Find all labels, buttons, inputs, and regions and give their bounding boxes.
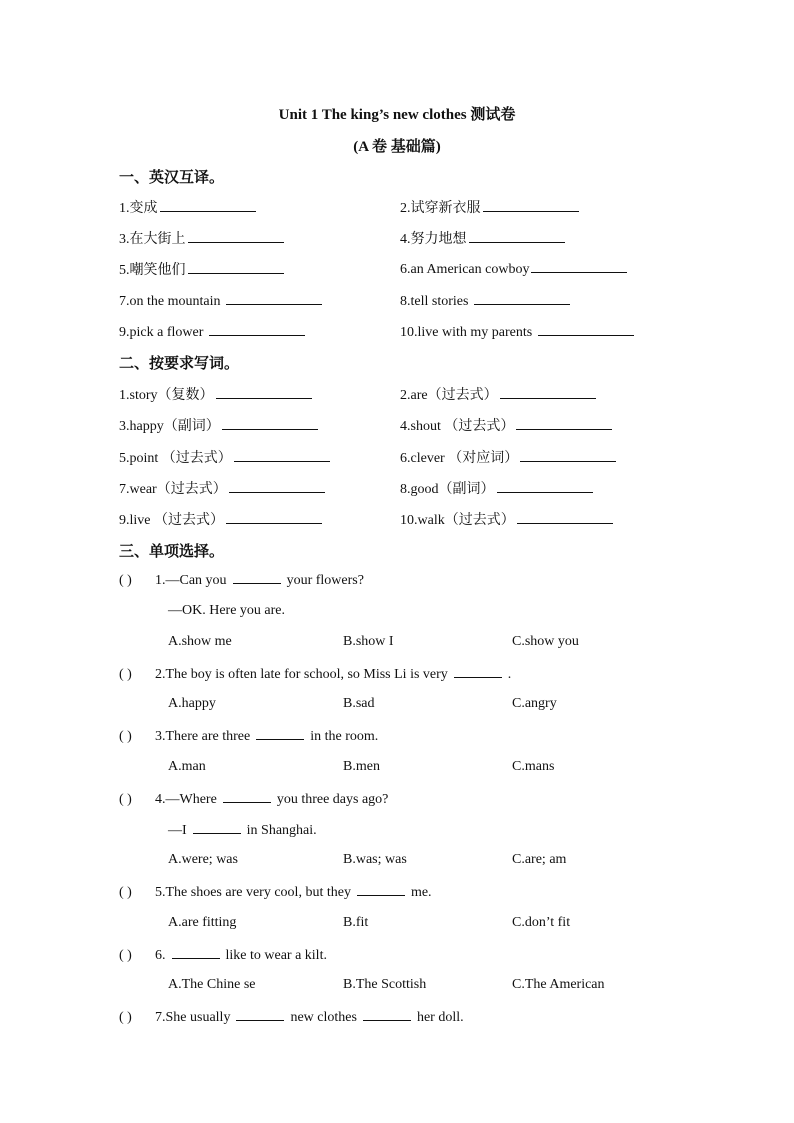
- option-b[interactable]: B.men: [343, 759, 380, 774]
- answer-blank[interactable]: [236, 1008, 284, 1021]
- question-7: ( ) 7.She usually new clothes her doll.: [119, 1010, 464, 1025]
- translate-item: 1.变成: [119, 197, 256, 217]
- translate-item: 6.an American cowboy: [400, 259, 627, 278]
- section-heading-multiple-choice: 三、单项选择。: [119, 542, 225, 560]
- answer-paren[interactable]: ( ): [119, 885, 132, 900]
- answer-blank[interactable]: [531, 259, 627, 273]
- answer-blank[interactable]: [357, 883, 405, 896]
- answer-blank[interactable]: [188, 260, 284, 274]
- answer-blank[interactable]: [222, 416, 318, 430]
- answer-paren[interactable]: ( ): [119, 792, 132, 807]
- option-b[interactable]: B.fit: [343, 915, 369, 930]
- option-a[interactable]: A.The Chine se: [168, 977, 256, 992]
- answer-blank[interactable]: [226, 510, 322, 524]
- question-1-reply: —OK. Here you are.: [168, 603, 286, 618]
- question-4-reply: —I in Shanghai.: [168, 823, 317, 838]
- answer-blank[interactable]: [193, 821, 241, 834]
- option-c[interactable]: C.The American: [512, 977, 605, 992]
- page-subtitle: (A 卷 基础篇): [353, 139, 441, 155]
- answer-blank[interactable]: [474, 291, 570, 305]
- question-4: ( ) 4.—Where you three days ago?: [119, 792, 389, 807]
- word-form-item: 5.point （过去式）: [119, 447, 330, 467]
- answer-blank[interactable]: [500, 385, 596, 399]
- section-heading-translate: 一、英汉互译。: [119, 168, 225, 186]
- answer-blank[interactable]: [172, 946, 220, 959]
- translate-item: 4.努力地想: [400, 228, 565, 248]
- option-b[interactable]: B.was; was: [343, 852, 407, 867]
- answer-blank[interactable]: [517, 510, 613, 524]
- answer-paren[interactable]: ( ): [119, 667, 132, 682]
- answer-blank[interactable]: [483, 198, 579, 212]
- answer-blank[interactable]: [223, 790, 271, 803]
- option-a[interactable]: A.are fitting: [168, 915, 237, 930]
- question-1: ( ) 1.—Can you your flowers?: [119, 573, 364, 588]
- translate-item: 3.在大街上: [119, 228, 284, 248]
- word-form-item: 9.live （过去式）: [119, 509, 322, 529]
- answer-blank[interactable]: [209, 322, 305, 336]
- word-form-item: 6.clever （对应词）: [400, 447, 616, 467]
- option-c[interactable]: C.show you: [512, 634, 579, 649]
- answer-blank[interactable]: [469, 229, 565, 243]
- answer-paren[interactable]: ( ): [119, 729, 132, 744]
- answer-blank[interactable]: [538, 322, 634, 336]
- word-form-item: 7.wear（过去式）: [119, 478, 325, 498]
- translate-item: 10.live with my parents: [400, 322, 634, 341]
- answer-blank[interactable]: [216, 385, 312, 399]
- translate-item: 5.嘲笑他们: [119, 259, 284, 279]
- option-c[interactable]: C.angry: [512, 696, 557, 711]
- option-b[interactable]: B.The Scottish: [343, 977, 427, 992]
- option-a[interactable]: A.happy: [168, 696, 216, 711]
- translate-item: 8.tell stories: [400, 291, 570, 310]
- word-form-item: 4.shout （过去式）: [400, 415, 612, 435]
- answer-paren[interactable]: ( ): [119, 573, 132, 588]
- option-a[interactable]: A.show me: [168, 634, 232, 649]
- answer-blank[interactable]: [497, 479, 593, 493]
- word-form-item: 2.are（过去式）: [400, 384, 596, 404]
- answer-paren[interactable]: ( ): [119, 948, 132, 963]
- word-form-item: 3.happy（副词）: [119, 415, 318, 435]
- option-b[interactable]: B.show I: [343, 634, 394, 649]
- answer-blank[interactable]: [363, 1008, 411, 1021]
- answer-blank[interactable]: [234, 448, 330, 462]
- word-form-item: 1.story（复数）: [119, 384, 312, 404]
- answer-blank[interactable]: [520, 448, 616, 462]
- answer-blank[interactable]: [226, 291, 322, 305]
- question-6: ( ) 6. like to wear a kilt.: [119, 948, 327, 963]
- option-a[interactable]: A.were; was: [168, 852, 238, 867]
- question-2: ( ) 2.The boy is often late for school, so Miss Li is very .: [119, 667, 512, 682]
- translate-item: 9.pick a flower: [119, 322, 305, 341]
- translate-item: 7.on the mountain: [119, 291, 322, 310]
- option-a[interactable]: A.man: [168, 759, 206, 774]
- option-c[interactable]: C.don’t fit: [512, 915, 571, 930]
- section-heading-word-forms: 二、按要求写词。: [119, 354, 240, 372]
- answer-blank[interactable]: [188, 229, 284, 243]
- option-c[interactable]: C.mans: [512, 759, 555, 774]
- answer-blank[interactable]: [454, 665, 502, 678]
- word-form-item: 10.walk（过去式）: [400, 509, 613, 529]
- word-form-item: 8.good（副词）: [400, 478, 593, 498]
- question-5: ( ) 5.The shoes are very cool, but they me.: [119, 885, 432, 900]
- answer-blank[interactable]: [160, 198, 256, 212]
- translate-item: 2.试穿新衣服: [400, 197, 579, 217]
- page-title: Unit 1 The king’s new clothes 测试卷: [278, 107, 516, 123]
- option-b[interactable]: B.sad: [343, 696, 375, 711]
- option-c[interactable]: C.are; am: [512, 852, 567, 867]
- answer-blank[interactable]: [229, 479, 325, 493]
- answer-blank[interactable]: [516, 416, 612, 430]
- answer-paren[interactable]: ( ): [119, 1010, 132, 1025]
- answer-blank[interactable]: [233, 571, 281, 584]
- answer-blank[interactable]: [256, 727, 304, 740]
- question-3: ( ) 3.There are three in the room.: [119, 729, 379, 744]
